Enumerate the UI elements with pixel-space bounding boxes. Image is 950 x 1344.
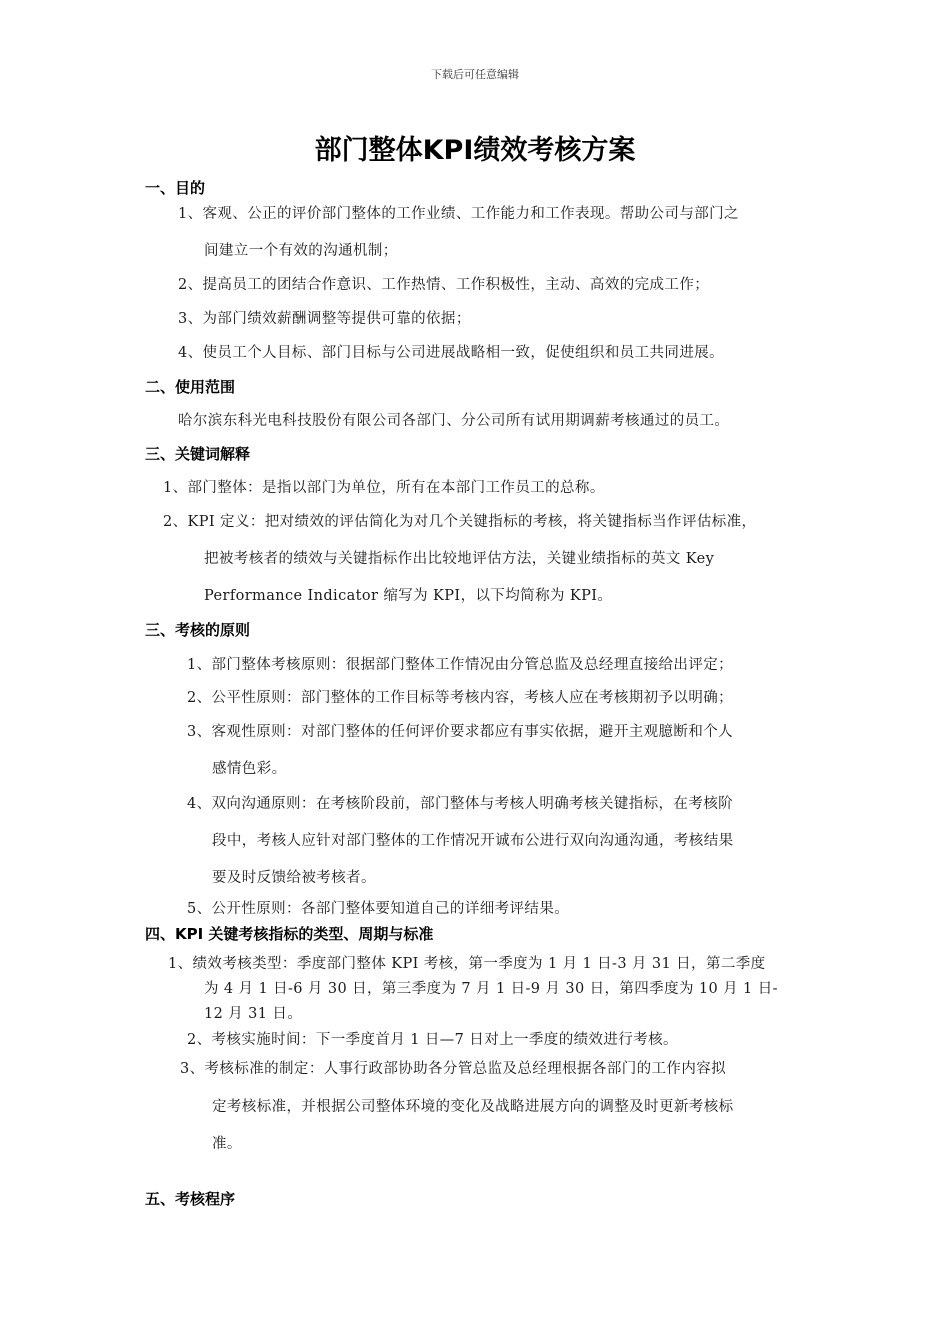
paragraph-line: 2、KPI 定义：把对绩效的评估简化为对几个关键指标的考核，将关键指标当作评估标准， — [163, 514, 757, 530]
paragraph-line: 3、客观性原则：对部门整体的任何评价要求都应有事实依据，避开主观臆断和个人 — [187, 724, 734, 740]
section-heading-procedure: 五、考核程序 — [145, 1190, 236, 1208]
paragraph-line: 3、考核标准的制定：人事行政部协助各分管总监及总经理根据各部门的工作内容拟 — [180, 1061, 727, 1077]
paragraph-line: 4、双向沟通原则：在考核阶段前，部门整体与考核人明确考核关键指标，在考核阶 — [187, 796, 734, 812]
paragraph-line: 定考核标准，并根据公司整体环境的变化及战略进展方向的调整及时更新考核标 — [212, 1099, 734, 1115]
paragraph-line: 2、公平性原则：部门整体的工作目标等考核内容，考核人应在考核期初予以明确； — [187, 690, 734, 706]
header-note: 下载后可任意编辑 — [431, 68, 519, 81]
paragraph-line: 1、客观、公正的评价部门整体的工作业绩、工作能力和工作表现。帮助公司与部门之 — [178, 206, 739, 222]
paragraph-line: 1、部门整体：是指以部门为单位，所有在本部门工作员工的总称。 — [163, 480, 605, 496]
paragraph-line: 把被考核者的绩效与关键指标作出比较地评估方法，关键业绩指标的英文 Key — [204, 551, 715, 567]
section-heading-scope: 二、使用范围 — [145, 378, 236, 396]
section-heading-principles: 三、考核的原则 — [145, 621, 251, 639]
paragraph-line: Performance Indicator 缩写为 KPI，以下均简称为 KPI。 — [204, 588, 613, 604]
paragraph-line: 段中，考核人应针对部门整体的工作情况开诚布公进行双向沟通沟通，考核结果 — [212, 833, 734, 849]
paragraph-line: 要及时反馈给被考核者。 — [212, 870, 376, 886]
section-heading-keywords: 三、关键词解释 — [145, 445, 251, 463]
paragraph-line: 12 月 31 日。 — [204, 1006, 303, 1022]
paragraph-line: 感情色彩。 — [212, 761, 287, 777]
paragraph-line: 3、为部门绩效薪酬调整等提供可靠的依据； — [178, 311, 471, 327]
paragraph-line: 间建立一个有效的沟通机制； — [204, 243, 398, 259]
paragraph-line: 1、部门整体考核原则：很据部门整体工作情况由分管总监及总经理直接给出评定； — [187, 657, 734, 673]
section-heading-purpose: 一、目的 — [145, 179, 206, 197]
paragraph-line: 4、使员工个人目标、部门目标与公司进展战略相一致，促使组织和员工共同进展。 — [178, 345, 725, 361]
paragraph-line: 2、考核实施时间：下一季度首月 1 日—7 日对上一季度的绩效进行考核。 — [187, 1032, 678, 1048]
paragraph-line: 5、公开性原则：各部门整体要知道自己的详细考评结果。 — [187, 901, 570, 917]
paragraph-line: 准。 — [212, 1136, 242, 1152]
document-title: 部门整体KPI绩效考核方案 — [314, 135, 636, 166]
section-heading-kpi-types: 四、KPI 关键考核指标的类型、周期与标准 — [145, 925, 434, 943]
paragraph-line: 1、绩效考核类型：季度部门整体 KPI 考核，第一季度为 1 月 1 日-3 月 31 日，第二季度 — [168, 956, 766, 972]
paragraph-line: 为 4 月 1 日-6 月 30 日，第三季度为 7 月 1 日-9 月 30 日，第四季度为 10 月 1 日- — [204, 981, 778, 997]
paragraph-line: 哈尔滨东科光电科技股份有限公司各部门、分公司所有试用期调薪考核通过的员工。 — [178, 413, 730, 429]
paragraph-line: 2、提高员工的团结合作意识、工作热情、工作积极性，主动、高效的完成工作； — [178, 277, 710, 293]
